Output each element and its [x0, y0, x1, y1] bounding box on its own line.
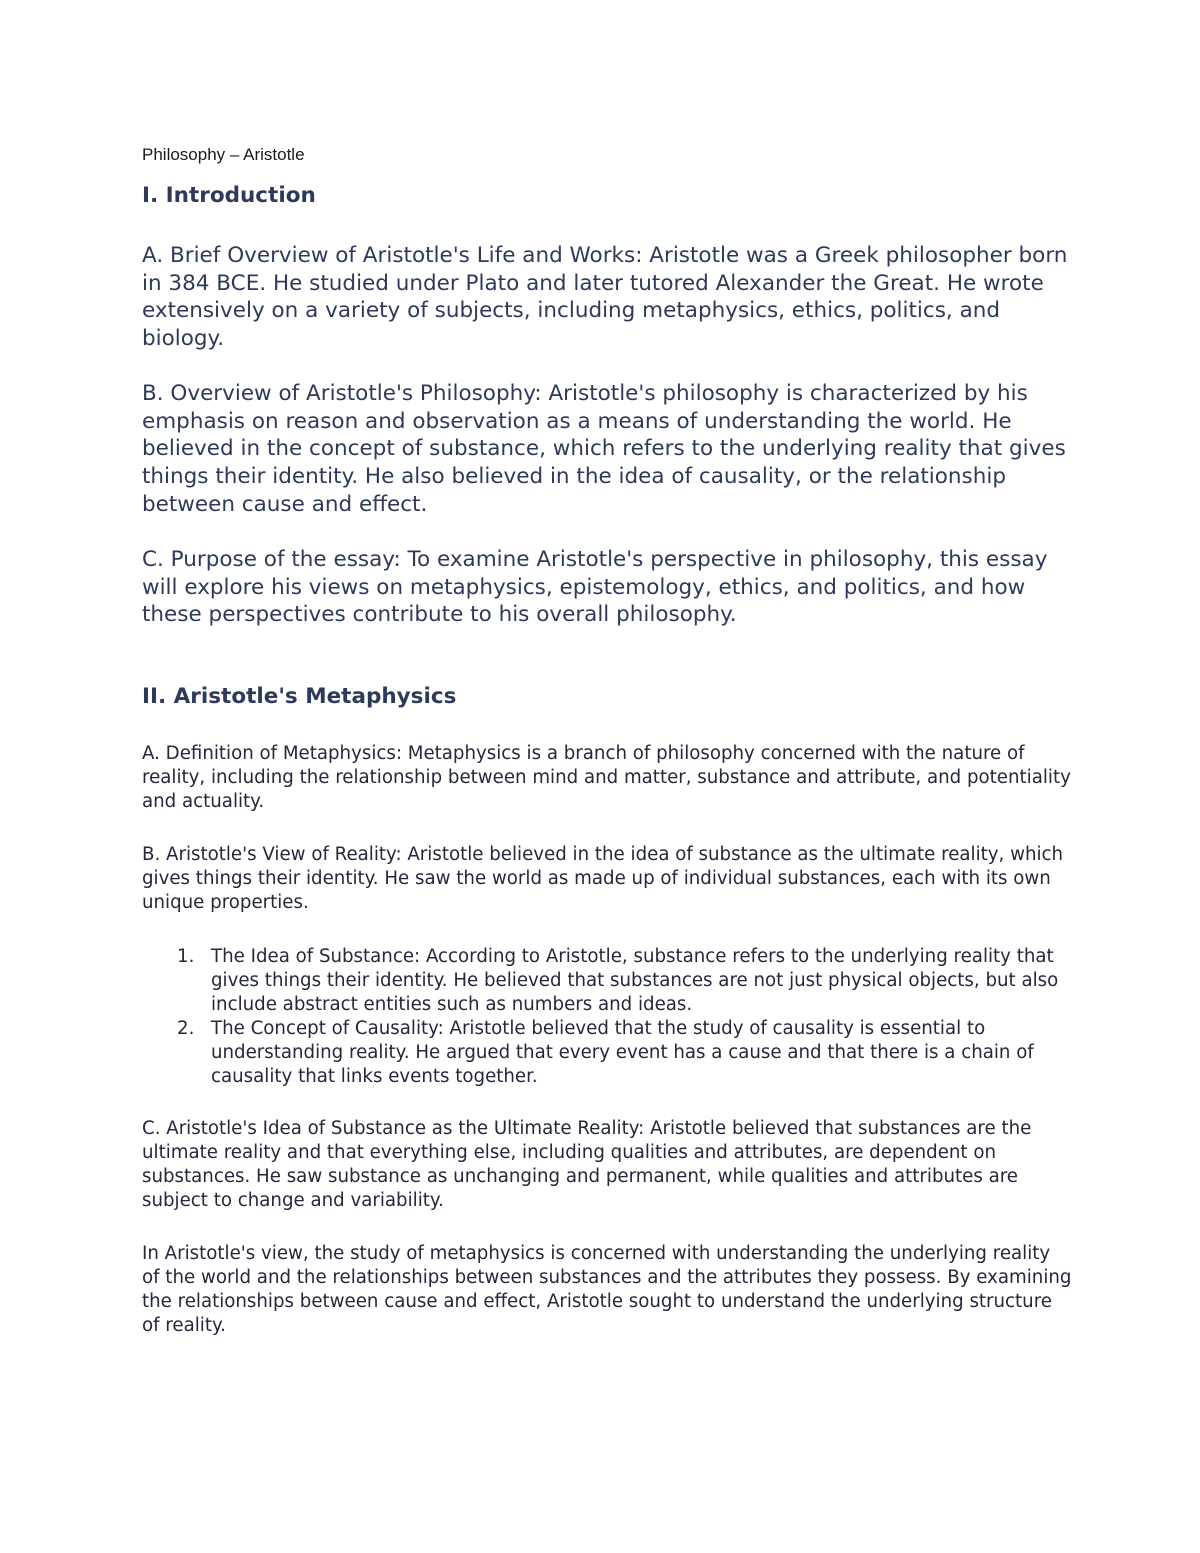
paragraph-essay-purpose: C. Purpose of the essay: To examine Aristotle's perspective in philosophy, this essay will explore his views on metaphysics, epistemology, ethics, and politics, and how these perspectives contribute to his overall philosophy. — [142, 547, 1048, 628]
paragraph-substance-ultimate-reality: C. Aristotle's Idea of Substance as the Ultimate Reality: Aristotle believed that substances are the ultimate reality and that everything else, including qualities and attributes, are dependent on substances. He saw substance as unchanging and permanent, while qualities and attributes are subject to change and variability. — [142, 1118, 1032, 1211]
list-item-text: The Concept of Causality: Aristotle believed that the study of causality is essential to understanding reality. He argued that every event has a cause and that there is a chain of causality that links events together. — [211, 1018, 1034, 1087]
paragraph-life-and-works: A. Brief Overview of Aristotle's Life and Works: Aristotle was a Greek philosopher born in 384 BCE. He studied under Plato and later tutored Alexander the Great. He wrote extensively on a variety of subjects, including metaphysics, ethics, politics, and biology. — [142, 243, 1068, 352]
paragraph-metaphysics-conclusion: In Aristotle's view, the study of metaphysics is concerned with understanding the underlying reality of the world and the relationships between substances and the attributes they possess. By examining the relationships between cause and effect, Aristotle sought to understand the underlying structure of reality. — [142, 1243, 1072, 1336]
list-item — [177, 945, 1077, 1017]
list-item-text: The Idea of Substance: According to Aristotle, substance refers to the underlying reality that gives things their identity. He believed that substances are not just physical objects, but also include abstract entities such as numbers and ideas. — [211, 946, 1059, 1015]
document-title: Philosophy – Aristotle — [142, 145, 305, 164]
list-item-number: 2. — [177, 1018, 195, 1039]
numbered-list — [177, 945, 1077, 1089]
section-heading-metaphysics: II. Aristotle's Metaphysics — [142, 684, 457, 709]
section-heading-introduction: I. Introduction — [142, 183, 316, 208]
list-item-number: 1. — [177, 946, 195, 967]
paragraph-philosophy-overview: B. Overview of Aristotle's Philosophy: Aristotle's philosophy is characterized by his emphasis on reason and observation as a means of understanding the world. He believed in the concept of substance, which refers to the underlying reality that gives things their identity. He also believed in the idea of causality, or the relationship between cause and effect. — [142, 381, 1066, 517]
list-item — [177, 1017, 1077, 1089]
paragraph-metaphysics-definition: A. Definition of Metaphysics: Metaphysics is a branch of philosophy concerned with the nature of reality, including the relationship between mind and matter, substance and attribute, and potentiality and actuality. — [142, 743, 1071, 812]
paragraph-view-of-reality: B. Aristotle's View of Reality: Aristotle believed in the idea of substance as the ultimate reality, which gives things their identity. He saw the world as made up of individual substances, each with its own unique properties. — [142, 844, 1064, 913]
